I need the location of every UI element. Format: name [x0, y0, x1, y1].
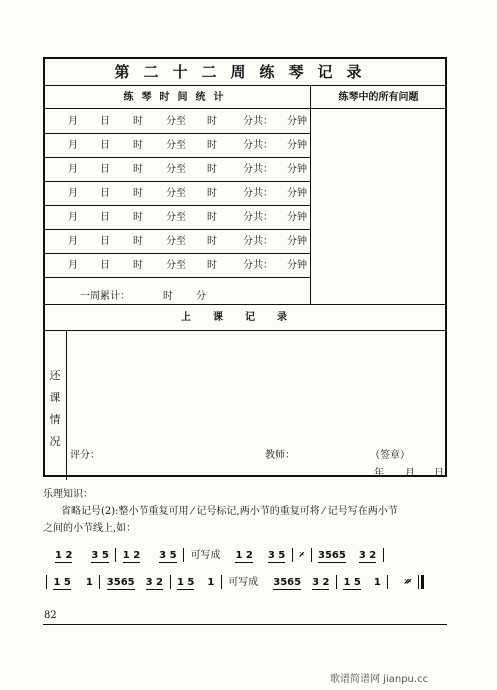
- log-cell: 时: [133, 140, 143, 151]
- log-row-divider: [45, 277, 310, 278]
- practice-header: 练琴时间统计: [123, 92, 232, 103]
- log-row-divider: [45, 229, 310, 230]
- side-label-char: 况: [49, 435, 61, 448]
- log-cell: 分钟: [287, 260, 307, 271]
- log-cell: 月: [68, 260, 78, 271]
- log-cell: 月: [68, 140, 78, 151]
- week-total-hour: 时: [163, 291, 173, 302]
- note-group: 3 2: [358, 550, 377, 561]
- week-total-label: 一周累计：: [80, 291, 130, 302]
- log-cell: 分共：: [243, 164, 273, 175]
- lesson-divider: [45, 330, 445, 331]
- page-number: 82: [44, 610, 57, 621]
- log-cell: 分共：: [243, 260, 273, 271]
- log-cell: 时: [207, 116, 217, 127]
- log-cell: 时: [207, 140, 217, 151]
- note-group: 1: [373, 577, 381, 588]
- side-label-char: 情: [49, 413, 61, 426]
- log-cell: 时: [207, 212, 217, 223]
- score-label: 评分：: [70, 450, 100, 461]
- side-label-char: 课: [49, 391, 61, 404]
- total-divider: [45, 304, 445, 305]
- log-cell: 时: [133, 188, 143, 199]
- theory-line-1: 省略记号(2):整小节重复可用 ⁄ 记号标记,两小节的重复可将 ⁄ 记号写在两小节: [61, 506, 398, 517]
- note-group: 1 5: [343, 577, 361, 588]
- note-group: 3565: [318, 550, 346, 561]
- log-row-divider: [45, 253, 310, 254]
- log-cell: 分至: [166, 236, 186, 247]
- note-group: 1 5: [53, 577, 71, 588]
- log-cell: 分至: [166, 212, 186, 223]
- lesson-header: 上课记录: [181, 312, 309, 323]
- log-cell: 时: [207, 236, 217, 247]
- date-year: 年: [374, 468, 384, 479]
- log-cell: 日: [100, 236, 110, 247]
- log-cell: 时: [207, 164, 217, 175]
- log-row-divider: [45, 205, 310, 206]
- theory-heading: 乐理知识：: [43, 489, 93, 500]
- log-cell: 日: [100, 164, 110, 175]
- notation-row-2: [43, 573, 427, 589]
- log-cell: 日: [100, 116, 110, 127]
- note-group: 1 2: [122, 550, 141, 561]
- log-cell: 分共：: [243, 188, 273, 199]
- log-cell: 时: [133, 116, 143, 127]
- note-group: 3 5: [159, 550, 177, 561]
- log-cell: 时: [133, 260, 143, 271]
- log-row-divider: [45, 157, 310, 158]
- note-group: 1: [207, 577, 215, 588]
- log-cell: 分钟: [287, 236, 307, 247]
- log-row-divider: [45, 181, 310, 182]
- log-cell: 时: [207, 188, 217, 199]
- log-cell: 时: [207, 260, 217, 271]
- date-day: 日: [434, 468, 444, 479]
- lesson-side-label: [47, 365, 63, 453]
- note-group: 3 2: [312, 577, 330, 588]
- note-group: 3565: [273, 577, 302, 588]
- side-label-char: 还: [49, 369, 61, 382]
- log-cell: 分共：: [243, 212, 273, 223]
- log-cell: 时: [133, 236, 143, 247]
- note-group: 1 2: [235, 550, 253, 561]
- log-cell: 日: [100, 212, 110, 223]
- note-group: 3 5: [267, 550, 286, 561]
- equivalence-text: 可写成: [190, 550, 221, 561]
- log-cell: 月: [68, 164, 78, 175]
- header-divider: [45, 108, 445, 109]
- log-cell: 分共：: [243, 236, 273, 247]
- log-cell: 分至: [166, 164, 186, 175]
- note-group: 3 2: [145, 577, 164, 588]
- page-title: 第二十二周练琴记录: [114, 63, 376, 81]
- log-cell: 月: [68, 116, 78, 127]
- log-cell: 分共：: [243, 140, 273, 151]
- log-cell: 时: [133, 212, 143, 223]
- repeat-sign-icon: 𝄎: [299, 550, 305, 561]
- log-cell: 分至: [166, 188, 186, 199]
- log-cell: 月: [68, 212, 78, 223]
- title-divider: [45, 85, 445, 86]
- log-cell: 分钟: [287, 212, 307, 223]
- watermark: 歌谱简谱网 jianpu.cc: [330, 674, 429, 685]
- log-cell: 日: [100, 260, 110, 271]
- note-group: 1: [85, 577, 93, 588]
- log-cell: 月: [68, 188, 78, 199]
- log-cell: 分钟: [287, 188, 307, 199]
- log-cell: 分钟: [287, 164, 307, 175]
- log-row-divider: [45, 133, 310, 134]
- log-cell: 分至: [166, 140, 186, 151]
- log-cell: 时: [133, 164, 143, 175]
- log-cell: 分钟: [287, 140, 307, 151]
- equivalence-text: 可写成: [228, 577, 259, 588]
- issues-column-divider: [310, 86, 311, 304]
- log-cell: 日: [100, 188, 110, 199]
- note-group: 3 5: [91, 550, 109, 561]
- note-group: 3565: [106, 577, 135, 588]
- notation-row-1: [55, 546, 387, 562]
- seal-label: （签章）: [370, 450, 410, 461]
- footer-rule: [43, 624, 447, 625]
- issues-header: 练琴中的所有问题: [338, 92, 419, 103]
- log-cell: 分至: [166, 116, 186, 127]
- date-month: 月: [405, 468, 415, 479]
- teacher-label: 教师：: [265, 450, 295, 461]
- log-cell: 日: [100, 140, 110, 151]
- lesson-side-divider: [66, 331, 67, 480]
- week-total-minute: 分: [196, 291, 206, 302]
- log-cell: 月: [68, 236, 78, 247]
- log-cell: 分至: [166, 260, 186, 271]
- log-cell: 分共：: [243, 116, 273, 127]
- note-group: 1 5: [176, 577, 195, 588]
- log-cell: 分钟: [287, 116, 307, 127]
- theory-notes: [43, 486, 447, 537]
- repeat-sign-icon: 𝄏: [404, 577, 412, 588]
- theory-line-2: 之间的小节线上,如：: [43, 523, 137, 534]
- note-group: 1 2: [55, 550, 73, 561]
